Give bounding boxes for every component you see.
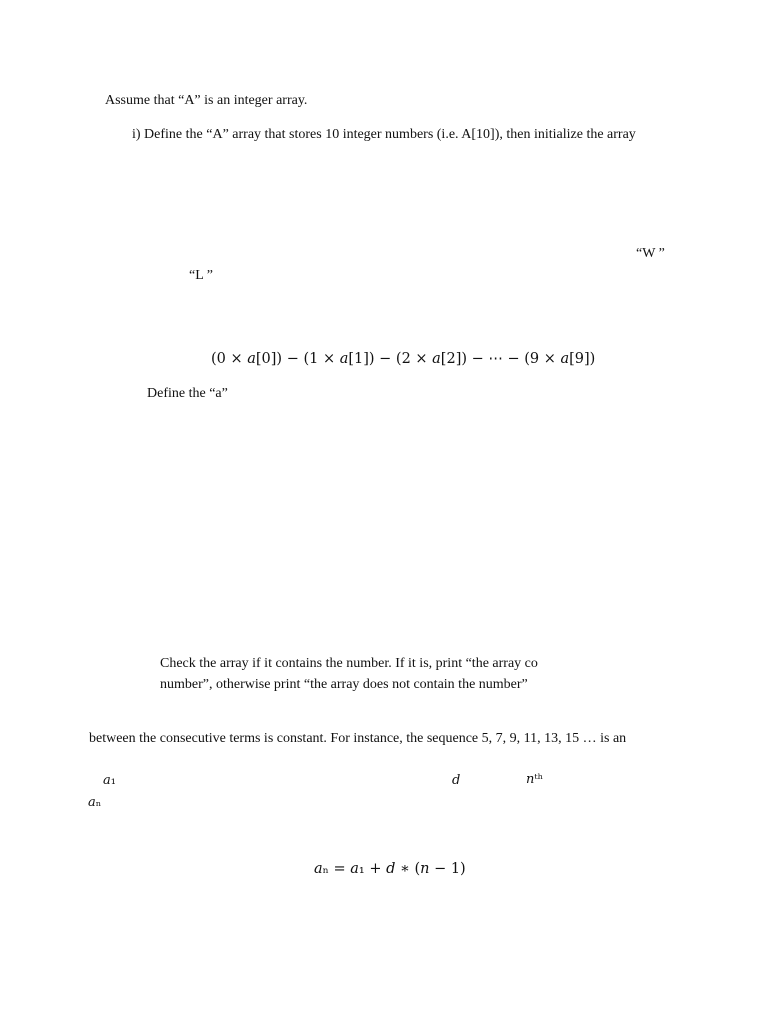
check-line-1: Check the array if it contains the number. If it is, print “the array co (160, 656, 538, 671)
nth-symbol: 𝑛ᵗʰ (526, 772, 544, 787)
quote-l-fragment: “L ” (189, 268, 213, 283)
item-i-line: i) Define the “A” array that stores 10 integer numbers (i.e. A[10]), then initialize the array (132, 127, 636, 142)
d-symbol: 𝑑 (452, 773, 461, 788)
a1-symbol: 𝑎₁ (103, 773, 116, 788)
define-a-line: Define the “a” (147, 386, 228, 401)
intro-line: Assume that “A” is an integer array. (105, 93, 308, 108)
check-line-2: number”, otherwise print “the array does not contain the number” (160, 677, 528, 692)
sequence-line: between the consecutive terms is constant. For instance, the sequence 5, 7, 9, 11, 13, 15 … is an (89, 731, 627, 746)
product-formula: (0 × 𝑎[0]) − (1 × 𝑎[1]) − (2 × 𝑎[2]) − ⋯ − (9 × 𝑎[9]) (211, 351, 596, 367)
an-symbol: 𝑎ₙ (88, 795, 102, 810)
quote-w-fragment: “W ” (636, 246, 665, 261)
general-term-formula: 𝑎ₙ = 𝑎₁ + 𝑑 ∗ (𝑛 − 1) (314, 861, 466, 877)
